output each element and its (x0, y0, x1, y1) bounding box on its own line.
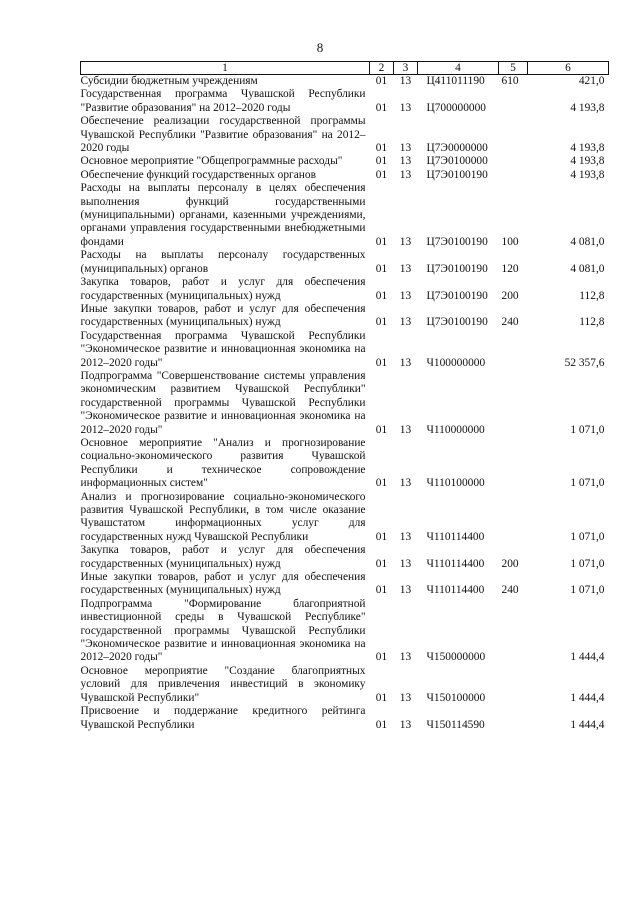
row-sum-cell: 1 444,4 (570, 691, 605, 704)
row-subsection-cell: 13 (399, 155, 412, 168)
row-subsection-cell: 13 (399, 718, 412, 731)
row-subsection-cell: 13 (399, 557, 412, 570)
row-name-cell: Обеспечение реализации государственной программы Чувашской Республики "Развитие образования" на 2012–2020 годы (80, 115, 366, 155)
row-subsection-cell: 13 (399, 262, 412, 275)
row-sum-cell: 1 071,0 (570, 557, 605, 570)
row-section-cell: 01 (375, 168, 388, 181)
table-row (81, 276, 609, 303)
row-name-cell: Иные закупки товаров, работ и услуг для обеспечения государственных (муниципальных) нужд (80, 571, 366, 597)
row-expense-type-cell (499, 330, 528, 370)
row-name-cell: Анализ и прогнозирование социально-экономического развития Чувашской Республики, в том числе оказание Чувашстатом информационных услуг для государственных нужд Чувашской Республики (80, 490, 366, 543)
table-row (81, 115, 609, 155)
row-sum-cell: 4 193,8 (570, 142, 605, 155)
row-target-code-cell: Ч150100000 (426, 691, 486, 704)
row-expense-type-cell (499, 88, 528, 115)
row-sum-cell: 4 081,0 (570, 235, 605, 248)
row-sum-cell: 112,8 (579, 316, 605, 329)
row-target-code-cell: Ч110114400 (426, 530, 485, 543)
row-target-code-cell: Ц7Э0100190 (426, 316, 488, 329)
row-expense-type-cell (499, 155, 528, 168)
row-section-cell: 01 (375, 316, 388, 329)
table-row (81, 155, 609, 168)
row-expense-type-cell (499, 115, 528, 155)
row-subsection-cell: 13 (399, 423, 412, 436)
table-row (81, 303, 609, 330)
row-name-cell: Присвоение и поддержание кредитного рейтинга Чувашской Республики (80, 705, 366, 731)
row-subsection-cell: 13 (399, 101, 412, 114)
row-target-code-cell: Ц7Э0100190 (426, 235, 488, 248)
table-row (81, 665, 609, 705)
row-name-cell: Обеспечение функций государственных органов (80, 168, 316, 181)
row-name-cell: Расходы на выплаты персоналу в целях обеспечения выполнения функций государственными (муниципальными) органами, казенными учреждениями, органами управления государственными внебюджетными фондами (80, 182, 366, 248)
row-expense-type-cell: 240 (501, 316, 519, 329)
row-subsection-cell: 13 (399, 289, 412, 302)
row-subsection-cell: 13 (399, 168, 412, 181)
row-target-code-cell: Ц700000000 (426, 101, 486, 114)
row-name-cell: Государственная программа Чувашской Республики "Экономическое развитие и инновационная экономика на 2012–2020 годы" (80, 329, 366, 369)
row-section-cell: 01 (375, 477, 388, 490)
column-header-subsection: 3 (394, 62, 418, 75)
column-header-section: 2 (370, 62, 394, 75)
table-row (81, 88, 609, 115)
column-header-expense-type: 5 (499, 62, 528, 75)
row-sum-cell: 1 071,0 (570, 584, 605, 597)
table-row (81, 75, 609, 89)
row-section-cell: 01 (375, 423, 388, 436)
column-header-name: 1 (81, 62, 370, 75)
row-name-cell: Основное мероприятие "Общепрограммные расходы" (80, 155, 343, 168)
row-name-cell: Подпрограмма "Совершенствование системы управления экономическим развитием Чувашской Республики" государственной программы Чувашской Республики "Экономическое развитие и инновационная экономика на 2012–2020 годы" (80, 369, 366, 436)
row-subsection-cell: 13 (399, 691, 412, 704)
column-header-target-code: 4 (418, 62, 499, 75)
row-section-cell: 01 (375, 584, 388, 597)
row-name-cell: Субсидии бюджетным учреждениям (80, 75, 258, 87)
row-section-cell: 01 (375, 651, 388, 664)
row-section-cell: 01 (375, 155, 388, 168)
row-target-code-cell: Ц7Э0100190 (426, 262, 488, 275)
row-sum-cell: 1 071,0 (570, 477, 605, 490)
row-sum-cell: 4 081,0 (570, 262, 605, 275)
row-section-cell: 01 (375, 235, 388, 248)
table-row (81, 491, 609, 545)
row-expense-type-cell (499, 370, 528, 437)
table-row (81, 705, 609, 732)
row-target-code-cell: Ч110100000 (426, 477, 485, 490)
row-subsection-cell: 13 (399, 584, 412, 597)
row-section-cell: 01 (375, 530, 388, 543)
row-section-cell: 01 (375, 356, 388, 369)
row-sum-cell: 1 444,4 (570, 651, 605, 664)
row-sum-cell: 52 357,6 (564, 356, 605, 369)
row-expense-type-cell (499, 665, 528, 705)
row-subsection-cell: 13 (399, 651, 412, 664)
row-target-code-cell: Ц411011190 (426, 75, 485, 87)
row-expense-type-cell: 100 (501, 235, 519, 248)
row-target-code-cell: Ц7Э0100000 (426, 155, 488, 168)
budget-table (80, 61, 609, 732)
row-subsection-cell: 13 (399, 142, 412, 155)
table-row (81, 598, 609, 665)
row-target-code-cell: Ч150114590 (426, 718, 485, 731)
row-subsection-cell: 13 (399, 316, 412, 329)
row-section-cell: 01 (375, 289, 388, 302)
row-sum-cell: 4 193,8 (570, 168, 605, 181)
row-name-cell: Государственная программа Чувашской Республики "Развитие образования" на 2012–2020 годы (80, 88, 366, 114)
row-expense-type-cell: 240 (501, 584, 519, 597)
header-row (81, 62, 609, 75)
table-row (81, 182, 609, 249)
row-name-cell: Закупка товаров, работ и услуг для обеспечения государственных (муниципальных) нужд (80, 544, 366, 570)
row-expense-type-cell (499, 169, 528, 182)
row-expense-type-cell: 120 (501, 262, 519, 275)
row-name-cell: Иные закупки товаров, работ и услуг для обеспечения государственных (муниципальных) нужд (80, 302, 366, 329)
table-row (81, 544, 609, 571)
table-row (81, 249, 609, 276)
row-target-code-cell: Ц7Э0000000 (426, 142, 488, 155)
row-expense-type-cell: 610 (501, 75, 519, 87)
row-target-code-cell: Ч150000000 (426, 651, 486, 664)
row-sum-cell: 112,8 (579, 289, 605, 302)
row-target-code-cell: Ц7Э0100190 (426, 289, 488, 302)
row-expense-type-cell (499, 705, 528, 732)
row-sum-cell: 4 193,8 (570, 155, 605, 168)
table-row (81, 370, 609, 437)
row-sum-cell: 421,0 (578, 75, 605, 87)
row-section-cell: 01 (375, 557, 388, 570)
row-target-code-cell: Ч110114400 (426, 557, 485, 570)
row-sum-cell: 1 444,4 (570, 718, 605, 731)
row-section-cell: 01 (375, 691, 388, 704)
table-row (81, 169, 609, 182)
row-name-cell: Подпрограмма "Формирование благоприятной инвестиционной среды в Чувашской Республике" государственной программы Чувашской Республики "Экономическое развитие и инновационная экономика на 2012–2020 годы" (80, 597, 366, 664)
row-target-code-cell: Ц7Э0100190 (426, 168, 488, 181)
row-section-cell: 01 (375, 142, 388, 155)
row-name-cell: Основное мероприятие "Анализ и прогнозирование социально-экономического развития Чувашской Республики и техническое сопровождение информационных систем" (80, 436, 366, 490)
row-expense-type-cell: 200 (501, 557, 519, 570)
row-expense-type-cell (499, 491, 528, 545)
row-section-cell: 01 (375, 718, 388, 731)
table-row (81, 437, 609, 491)
row-expense-type-cell (499, 437, 528, 491)
row-name-cell: Расходы на выплаты персоналу государственных (муниципальных) органов (80, 249, 366, 275)
row-subsection-cell: 13 (399, 356, 412, 369)
row-subsection-cell: 13 (399, 75, 412, 87)
table-row (81, 571, 609, 598)
row-subsection-cell: 13 (399, 235, 412, 248)
table-header (81, 62, 609, 75)
row-section-cell: 01 (375, 101, 388, 114)
row-target-code-cell: Ч100000000 (426, 356, 486, 369)
row-expense-type-cell (499, 598, 528, 665)
row-name-cell: Основное мероприятие "Создание благоприятных условий для привлечения инвестиций в экономику Чувашской Республики" (80, 664, 366, 704)
table-body (81, 75, 609, 732)
row-sum-cell: 4 193,8 (570, 101, 605, 114)
row-section-cell: 01 (375, 75, 388, 87)
row-target-code-cell: Ч110000000 (426, 423, 485, 436)
page-number: 8 (316, 40, 324, 55)
row-subsection-cell: 13 (399, 477, 412, 490)
row-subsection-cell: 13 (399, 530, 412, 543)
row-sum-cell: 1 071,0 (570, 530, 605, 543)
row-expense-type-cell: 200 (501, 289, 519, 302)
row-target-code-cell: Ч110114400 (426, 584, 485, 597)
row-name-cell: Закупка товаров, работ и услуг для обеспечения государственных (муниципальных) нужд (80, 276, 366, 302)
column-header-sum: 6 (528, 62, 609, 75)
row-sum-cell: 1 071,0 (570, 423, 605, 436)
row-section-cell: 01 (375, 262, 388, 275)
table-row (81, 330, 609, 370)
